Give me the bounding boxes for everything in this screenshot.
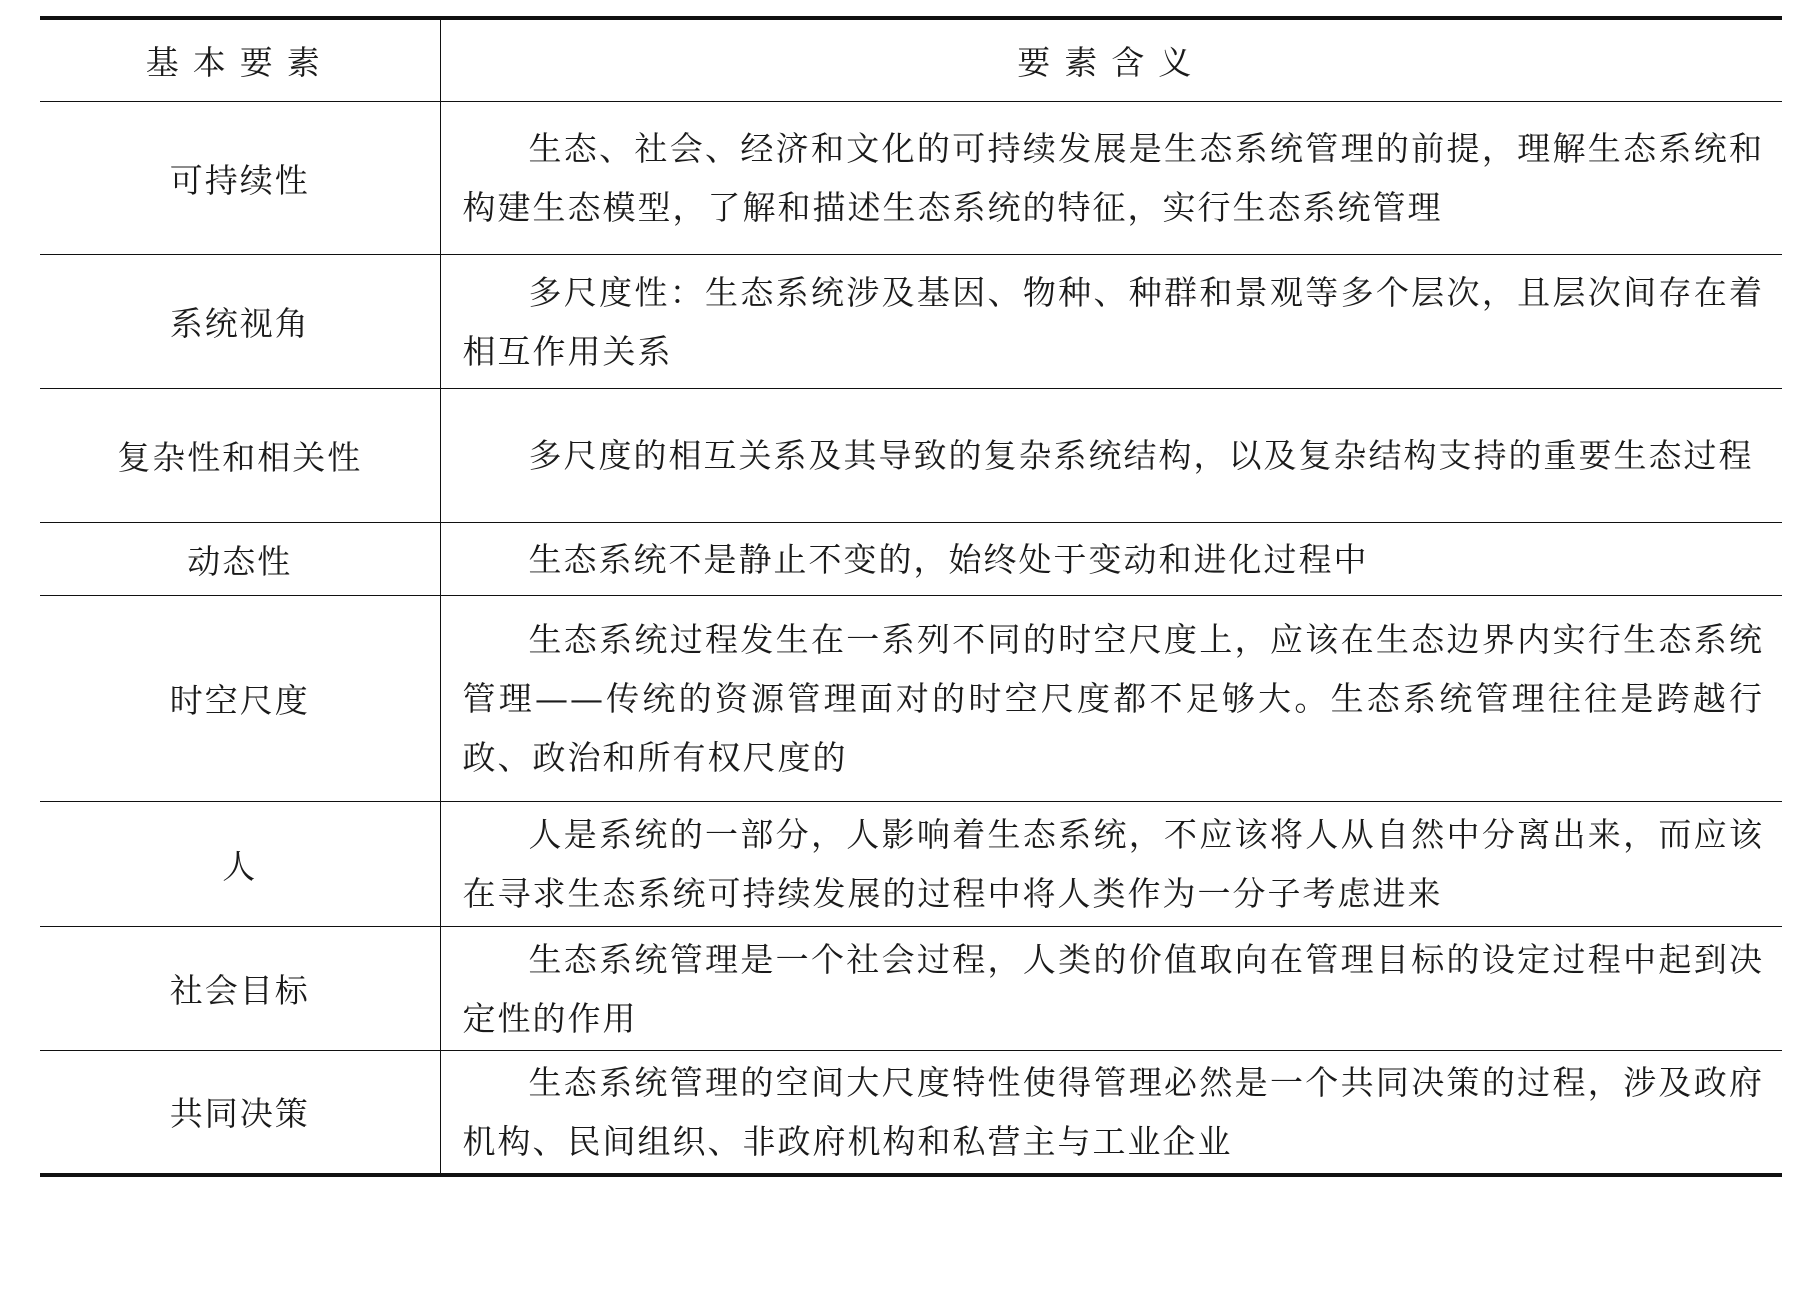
meaning-text: 生态系统不是静止不变的，始终处于变动和进化过程中 — [528, 539, 1369, 579]
meaning-text: 生态系统管理的空间大尺度特性使得管理必然是一个共同决策的过程，涉及政府机构、民间组织、非政府机构和私营主与工业企业 — [462, 1062, 1764, 1161]
meaning-cell — [440, 596, 1782, 802]
meaning-text: 多尺度的相互关系及其导致的复杂系统结构，以及复杂结构支持的重要生态过程 — [528, 436, 1754, 475]
table-row — [40, 596, 1782, 802]
table-header — [40, 18, 1782, 102]
table-row — [40, 927, 1782, 1051]
table-row — [40, 255, 1782, 389]
table-body — [40, 102, 1782, 1175]
table-row — [40, 1051, 1782, 1175]
table-row — [40, 523, 1782, 596]
meaning-cell — [440, 1051, 1782, 1175]
meaning-cell — [440, 389, 1782, 523]
element-cell: 系统视角 — [40, 255, 440, 389]
element-cell: 社会目标 — [40, 927, 440, 1051]
meaning-cell — [440, 523, 1782, 596]
element-cell: 时空尺度 — [40, 596, 440, 802]
header-row — [40, 18, 1782, 102]
column-header-meaning: 要素含义 — [1017, 43, 1206, 82]
meaning-text: 生态、社会、经济和文化的可持续发展是生态系统管理的前提，理解生态系统和构建生态模型，了解和描述生态系统的特征，实行生态系统管理 — [462, 129, 1764, 227]
element-cell: 复杂性和相关性 — [40, 389, 440, 523]
ecosystem-management-elements-table — [40, 16, 1782, 1177]
meaning-text: 多尺度性：生态系统涉及基因、物种、种群和景观等多个层次，且层次间存在着相互作用关系 — [462, 272, 1764, 371]
meaning-cell — [440, 102, 1782, 255]
meaning-cell — [440, 255, 1782, 389]
meaning-text: 人是系统的一部分，人影响着生态系统，不应该将人从自然中分离出来，而应该在寻求生态系统可持续发展的过程中将人类作为一分子考虑进来 — [462, 815, 1764, 913]
element-cell: 动态性 — [40, 523, 440, 596]
element-cell: 可持续性 — [40, 102, 440, 255]
column-header-element: 基本要素 — [40, 18, 440, 102]
meaning-text: 生态系统过程发生在一系列不同的时空尺度上，应该在生态边界内实行生态系统管理——传统的资源管理面对的时空尺度都不足够大。生态系统管理往往是跨越行政、政治和所有权尺度的 — [462, 620, 1764, 777]
element-cell: 共同决策 — [40, 1051, 440, 1175]
meaning-cell — [440, 802, 1782, 927]
meaning-text: 生态系统管理是一个社会过程，人类的价值取向在管理目标的设定过程中起到决定性的作用 — [462, 939, 1764, 1038]
elements-table-container — [40, 16, 1782, 1177]
table-row — [40, 102, 1782, 255]
table-row — [40, 389, 1782, 523]
table-row — [40, 802, 1782, 927]
element-cell: 人 — [40, 802, 440, 927]
meaning-cell — [440, 927, 1782, 1051]
